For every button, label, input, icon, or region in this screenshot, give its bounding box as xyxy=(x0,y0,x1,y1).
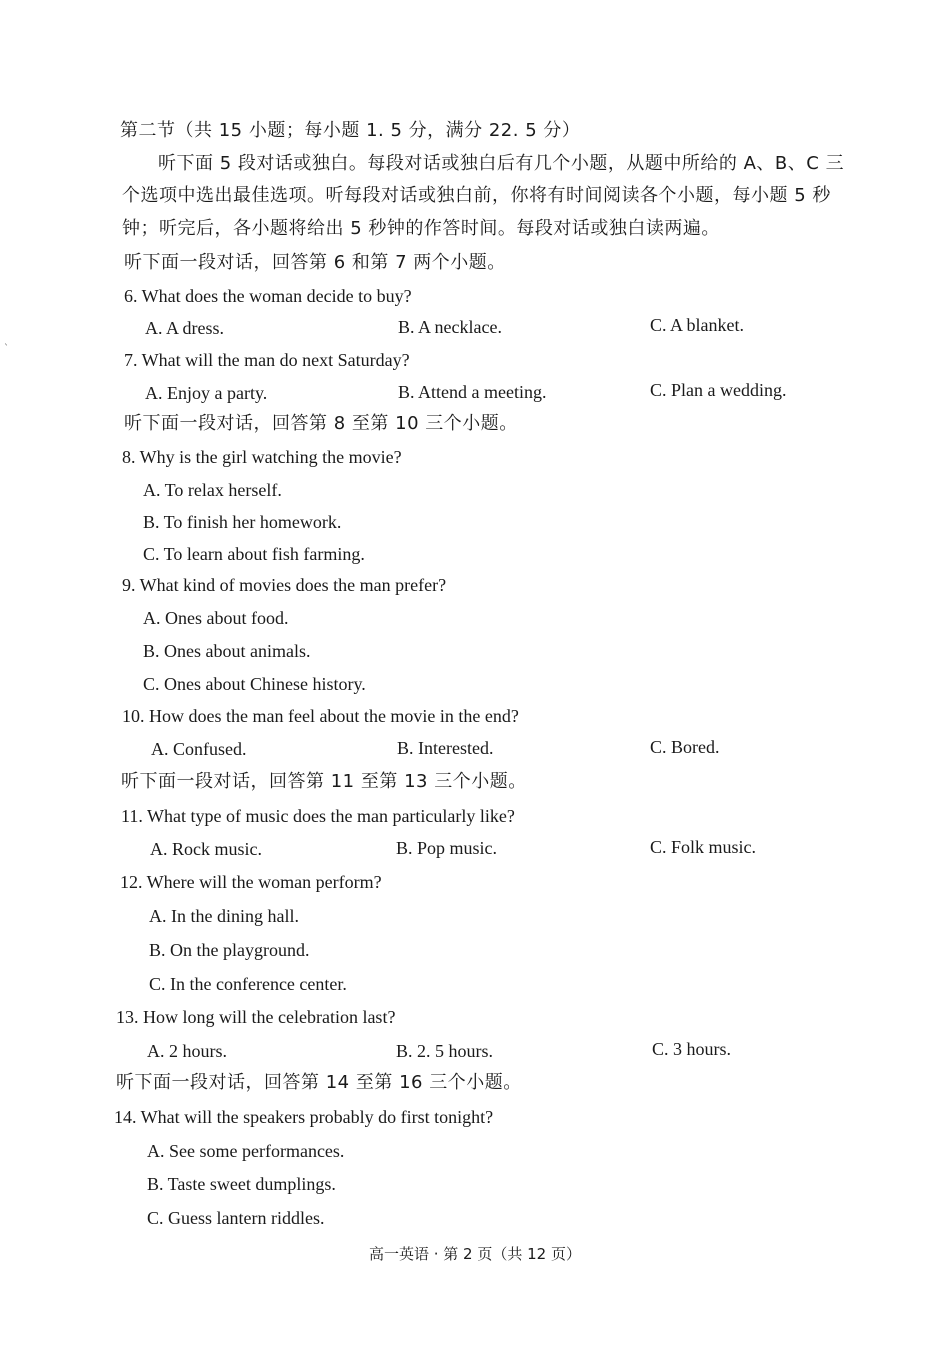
instruction-line: 个选项中选出最佳选项。听每段对话或独白前，你将有时间阅读各个小题，每小题 5 秒 xyxy=(122,185,831,206)
instruction-line: 听下面 5 段对话或独白。每段对话或独白后有几个小题，从题中所给的 A、B、C 三 xyxy=(158,153,845,174)
question-12: 12. Where will the woman perform? xyxy=(120,872,382,892)
q6-option-c: C. A blanket. xyxy=(650,315,744,335)
q6-option-b: B. A necklace. xyxy=(398,317,502,337)
q8-option-b: B. To finish her homework. xyxy=(143,512,342,532)
q10-option-c: C. Bored. xyxy=(650,737,720,757)
q10-option-a: A. Confused. xyxy=(151,739,247,759)
page-footer: 高一英语 · 第 2 页（共 12 页） xyxy=(368,1245,581,1263)
q13-option-b: B. 2. 5 hours. xyxy=(396,1041,494,1061)
q8-option-a: A. To relax herself. xyxy=(143,480,282,500)
q9-option-a: A. Ones about food. xyxy=(143,608,289,628)
q13-option-a: A. 2 hours. xyxy=(147,1041,227,1061)
question-9: 9. What kind of movies does the man prefer? xyxy=(122,575,447,595)
question-10: 10. How does the man feel about the movie in the end? xyxy=(122,706,519,726)
q12-option-c: C. In the conference center. xyxy=(149,974,347,994)
group-heading: 听下面一段对话，回答第 11 至第 13 三个小题。 xyxy=(121,771,527,792)
question-7: 7. What will the man do next Saturday? xyxy=(124,350,410,370)
q7-option-a: A. Enjoy a party. xyxy=(145,383,268,403)
group-heading: 听下面一段对话，回答第 6 和第 7 两个小题。 xyxy=(124,252,506,273)
question-14: 14. What will the speakers probably do first tonight? xyxy=(114,1107,494,1127)
question-6: 6. What does the woman decide to buy? xyxy=(124,286,412,306)
scan-mark: ` xyxy=(4,344,9,355)
q9-option-c: C. Ones about Chinese history. xyxy=(143,674,366,694)
question-8: 8. Why is the girl watching the movie? xyxy=(122,447,402,467)
section-title: 第二节（共 15 小题；每小题 1. 5 分，满分 22. 5 分） xyxy=(120,120,581,141)
group-heading: 听下面一段对话，回答第 14 至第 16 三个小题。 xyxy=(116,1072,522,1093)
q14-option-b: B. Taste sweet dumplings. xyxy=(147,1174,336,1194)
q7-option-b: B. Attend a meeting. xyxy=(398,382,547,402)
q10-option-b: B. Interested. xyxy=(397,738,494,758)
q14-option-c: C. Guess lantern riddles. xyxy=(147,1208,325,1228)
q12-option-a: A. In the dining hall. xyxy=(149,906,299,926)
q14-option-a: A. See some performances. xyxy=(147,1141,345,1161)
q11-option-b: B. Pop music. xyxy=(396,838,498,858)
group-heading: 听下面一段对话，回答第 8 至第 10 三个小题。 xyxy=(124,413,518,434)
q12-option-b: B. On the playground. xyxy=(149,940,310,960)
q11-option-c: C. Folk music. xyxy=(650,837,757,857)
question-13: 13. How long will the celebration last? xyxy=(116,1007,396,1027)
q7-option-c: C. Plan a wedding. xyxy=(650,380,787,400)
q8-option-c: C. To learn about fish farming. xyxy=(143,544,365,564)
q11-option-a: A. Rock music. xyxy=(150,839,262,859)
q9-option-b: B. Ones about animals. xyxy=(143,641,311,661)
q6-option-a: A. A dress. xyxy=(145,318,225,338)
q13-option-c: C. 3 hours. xyxy=(652,1039,732,1059)
instruction-line: 钟；听完后，各小题将给出 5 秒钟的作答时间。每段对话或独白读两遍。 xyxy=(122,218,720,239)
question-11: 11. What type of music does the man particularly like? xyxy=(121,806,515,826)
